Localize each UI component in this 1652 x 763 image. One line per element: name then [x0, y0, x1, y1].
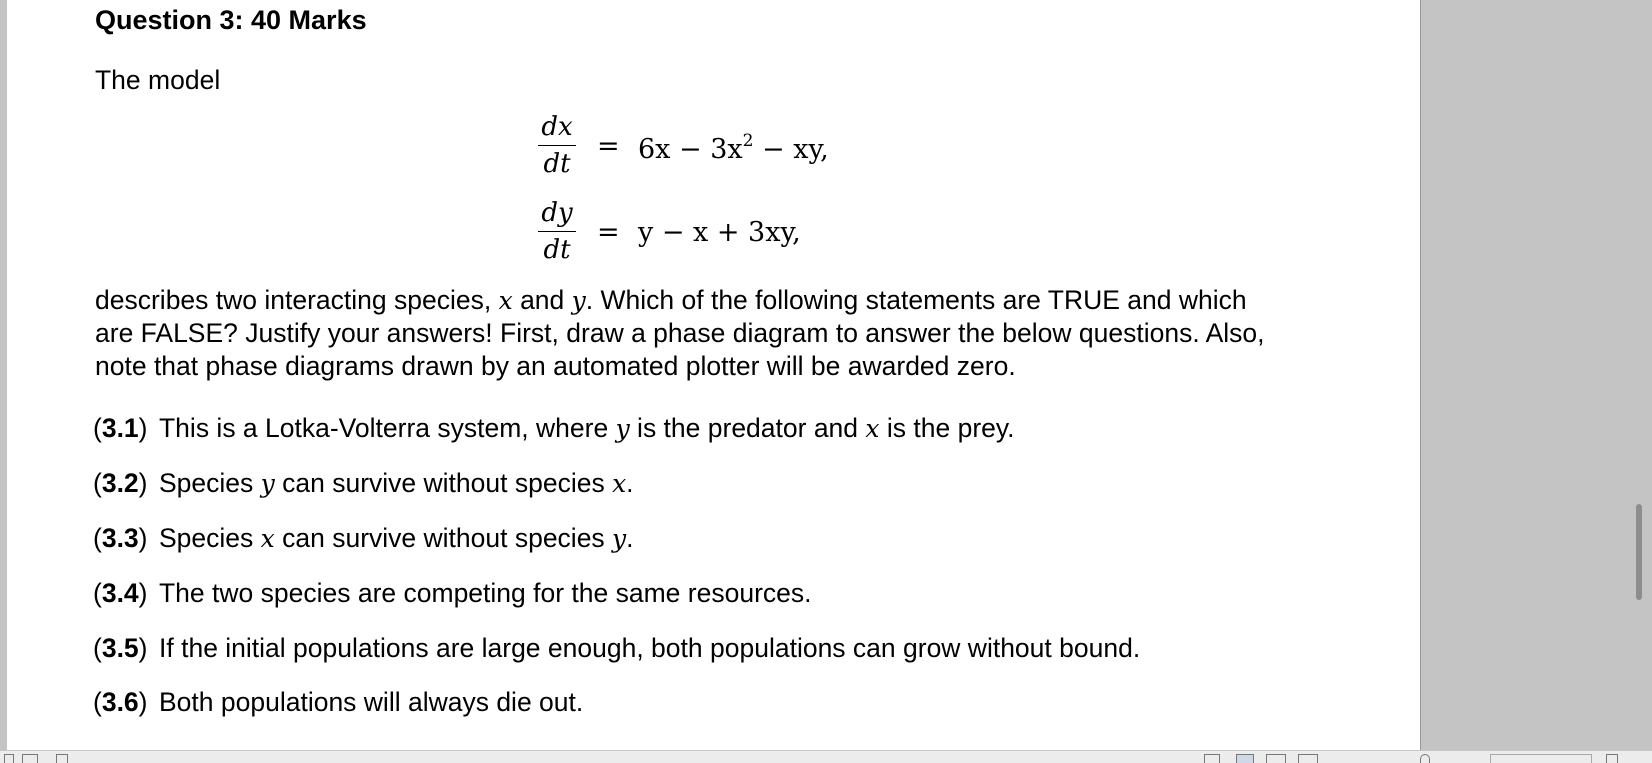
description-text-c: . Which of the following statements are TRUE and which — [585, 285, 1247, 315]
item-number: (3.4) — [93, 578, 148, 608]
list-item — [93, 522, 634, 555]
equation-1-denominator: dt — [543, 149, 571, 179]
list-item — [93, 686, 583, 718]
variable-x: x — [612, 469, 627, 498]
item-number: (3.1) — [93, 413, 148, 443]
item-text-b: can survive without species — [274, 523, 613, 553]
document-page — [7, 0, 1420, 750]
equation-1-numerator: dx — [541, 112, 573, 142]
equation-2-rhs: y − x + 3xy, — [638, 217, 801, 248]
vertical-scrollbar-thumb[interactable] — [1636, 504, 1642, 600]
variable-y: y — [571, 286, 586, 315]
variable-x: x — [865, 414, 880, 443]
equation-1-rhs — [638, 131, 829, 165]
list-item — [93, 467, 634, 500]
item-text-c: is the prey. — [879, 413, 1015, 443]
equation-2-equals: = — [597, 217, 620, 248]
status-bar — [0, 750, 1652, 763]
description-text-b: and — [512, 285, 572, 315]
item-text-a: Species — [159, 468, 261, 498]
fraction-bar — [538, 145, 576, 146]
item-text: The two species are competing for the same resources. — [159, 578, 812, 608]
description-text-a: describes two interacting species, — [95, 285, 499, 315]
equation-2-lhs — [537, 198, 577, 266]
item-text: Both populations will always die out. — [159, 687, 584, 717]
equation-1-rhs-b: − xy, — [753, 134, 829, 165]
fraction-bar — [538, 231, 576, 232]
item-text-c: . — [626, 523, 634, 553]
equation-1-rhs-a: 6x − 3x — [638, 134, 743, 165]
viewer-canvas-margin — [1420, 0, 1652, 750]
variable-y: y — [612, 524, 627, 553]
item-number: (3.2) — [93, 468, 148, 498]
item-text-a: This is a Lotka-Volterra system, where — [159, 413, 616, 443]
item-text-b: is the predator and — [629, 413, 866, 443]
item-number: (3.3) — [93, 523, 148, 553]
equation-1-lhs — [537, 112, 577, 180]
equation-1-equals: = — [597, 131, 620, 162]
intro-text: The model — [95, 65, 221, 95]
variable-x: x — [260, 524, 275, 553]
variable-y: y — [260, 469, 275, 498]
item-text-a: Species — [159, 523, 261, 553]
equation-2-denominator: dt — [543, 235, 571, 265]
item-text-b: can survive without species — [274, 468, 613, 498]
list-item — [93, 632, 1140, 664]
list-item — [93, 412, 1015, 445]
description-line-1 — [95, 283, 1247, 318]
question-heading: Question 3: 40 Marks — [95, 5, 367, 35]
description-line-3: note that phase diagrams drawn by an automated plotter will be awarded zero. — [95, 351, 1016, 381]
item-text: If the initial populations are large enough, both populations can grow without bound. — [159, 633, 1141, 663]
equation-2-numerator: dy — [541, 198, 573, 228]
equation-1-exponent: 2 — [742, 131, 754, 151]
list-item — [93, 577, 812, 609]
variable-y: y — [615, 414, 630, 443]
item-text-c: . — [626, 468, 634, 498]
variable-x: x — [498, 286, 513, 315]
description-line-2: are FALSE? Justify your answers! First, draw a phase diagram to answer the below questions. Also, — [95, 318, 1265, 348]
item-number: (3.6) — [93, 687, 148, 717]
item-number: (3.5) — [93, 633, 148, 663]
